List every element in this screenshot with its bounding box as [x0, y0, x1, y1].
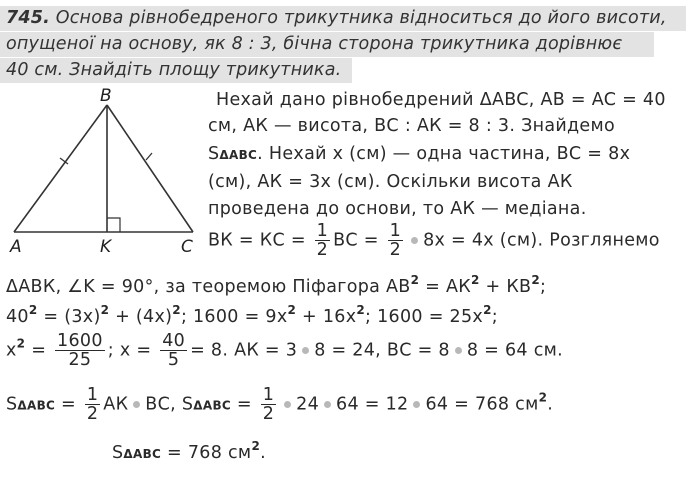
- fraction-40-5: [160, 332, 187, 369]
- multiply-dot: [455, 347, 462, 354]
- triangle-figure: [0, 84, 210, 259]
- final-answer-period: .: [260, 443, 266, 463]
- area-subscript: ΔАВС: [219, 148, 258, 162]
- line10-text-g: 64 = 768 см: [425, 394, 539, 415]
- line8-text-f: ; 1600 = 25x: [365, 307, 484, 327]
- label-c: C: [181, 237, 193, 257]
- fraction-denominator: 2: [316, 240, 329, 260]
- task-number: 745.: [6, 8, 50, 28]
- solution-line-9: [6, 332, 563, 369]
- fraction-one-half-b: [388, 222, 403, 259]
- fraction-one-half-c: [85, 386, 100, 423]
- solution-line-8: [6, 303, 498, 327]
- exponent-2: 2: [172, 303, 181, 317]
- solution-line-3-text: . Нехай х (см) — одна частина, ВС = 8x: [257, 144, 631, 164]
- exponent-2: 2: [287, 303, 297, 317]
- exponent-2: 2: [356, 303, 366, 317]
- fraction-denominator: 2: [86, 404, 99, 424]
- multiply-dot: [413, 401, 420, 408]
- solution-line-7: [6, 273, 547, 297]
- line7-text-a: ΔАВК, ∠K = 90°, за теоремою Піфагора АВ: [6, 277, 411, 297]
- task-line-2: опущеної на основу, як 8 : 3, бічна сторона трикутника дорівнює: [6, 34, 623, 54]
- line10-text-e: 24: [296, 394, 320, 415]
- final-answer-value: = 768 см: [161, 443, 252, 463]
- line6-text-c: 8x = 4x (см). Розглянемо: [423, 230, 660, 251]
- line9-text-a: x: [6, 340, 17, 361]
- multiply-dot: [133, 401, 140, 408]
- label-a: A: [10, 237, 22, 257]
- fraction-denominator: 2: [389, 240, 402, 260]
- exponent-2: 2: [531, 273, 540, 287]
- line9-text-e: 8 = 24, ВС = 8: [314, 340, 450, 361]
- fraction-denominator: 25: [68, 350, 92, 370]
- exponent-2: 2: [410, 273, 420, 287]
- fraction-one-half-a: [315, 222, 330, 259]
- task-statement: [0, 6, 695, 82]
- multiply-dot: [284, 401, 291, 408]
- line8-text-e: + 16x: [296, 307, 357, 327]
- line8-text-b: = (3x): [37, 307, 101, 327]
- area-subscript: ΔАВС: [193, 398, 231, 413]
- fraction-numerator: 1600: [57, 331, 103, 351]
- line7-text-d: ;: [540, 277, 547, 297]
- exponent-2: 2: [100, 303, 110, 317]
- multiply-dot: [411, 237, 418, 244]
- area-subscript: ΔАВС: [123, 447, 162, 461]
- multiply-dot: [302, 347, 309, 354]
- line9-text-c: ; x =: [107, 340, 152, 361]
- area-subscript: ΔАВС: [17, 398, 56, 413]
- fraction-numerator: 1: [316, 221, 329, 241]
- line9-text-f: 8 = 64 см.: [466, 340, 563, 361]
- task-text-1: Основа рівнобедреного трикутника відноситься до його висоти,: [55, 8, 667, 28]
- final-answer: [112, 439, 266, 463]
- fraction-one-half-d: [261, 386, 276, 423]
- line10-text-f: 64 = 12: [336, 394, 409, 415]
- line10-text-c: ВС, S: [145, 394, 194, 415]
- line10-text-a: =: [55, 394, 76, 415]
- task-line-1: [6, 8, 667, 28]
- line10-text-h: .: [547, 394, 554, 415]
- exponent-2: 2: [28, 303, 38, 317]
- label-b: B: [100, 86, 112, 106]
- fraction-numerator: 1: [262, 385, 275, 405]
- solution-line-10: [6, 386, 553, 423]
- multiply-dot: [324, 401, 331, 408]
- solution-line-4: (см), АК = 3x (см). Оскільки висота АК: [208, 172, 573, 192]
- fraction-numerator: 1: [86, 385, 99, 405]
- fraction-numerator: 40: [162, 331, 186, 351]
- fraction-denominator: 2: [262, 404, 275, 424]
- task-line-3: 40 см. Знайдіть площу трикутника.: [6, 60, 342, 80]
- solution-line-5: проведена до основи, то АК — медіана.: [208, 199, 587, 219]
- line9-text-d: = 8. АК = 3: [190, 340, 298, 361]
- solution-line-1: Нехай дано рівнобедрений ΔABC, AB = AC = 40: [216, 90, 666, 110]
- line6-text-b: ВС =: [333, 230, 379, 251]
- exponent-2: 2: [16, 336, 26, 351]
- line10-text-d: =: [231, 394, 252, 415]
- solution-line-3: [208, 144, 630, 164]
- solution-line-6: [208, 222, 660, 259]
- exponent-2: 2: [251, 439, 261, 453]
- line7-text-b: = АК: [419, 277, 471, 297]
- tick-mark-bc: [146, 153, 152, 160]
- area-symbol: S: [208, 144, 220, 164]
- fraction-1600-25: [55, 332, 105, 369]
- exponent-2: 2: [470, 273, 480, 287]
- line10-text-b: АК: [103, 394, 129, 415]
- label-k: K: [100, 237, 112, 257]
- line7-text-c: + КВ: [479, 277, 532, 297]
- side-ab: [14, 105, 107, 232]
- area-symbol: S: [6, 394, 18, 415]
- solution-line-2: см, АК — висота, ВС : АК = 8 : 3. Знайдемо: [208, 116, 616, 136]
- line8-text-c: + (4x): [109, 307, 173, 327]
- line8-text-d: ; 1600 = 9x: [180, 307, 288, 327]
- fraction-denominator: 5: [167, 350, 180, 370]
- line6-text-a: ВК = КС =: [208, 230, 306, 251]
- fraction-numerator: 1: [389, 221, 402, 241]
- exponent-2: 2: [538, 390, 548, 405]
- side-bc: [107, 105, 193, 232]
- line9-text-b: =: [25, 340, 47, 361]
- right-angle-mark: [107, 218, 120, 232]
- exponent-2: 2: [483, 303, 492, 317]
- line8-text-a: 40: [6, 307, 29, 327]
- line8-text-g: ;: [491, 307, 498, 327]
- area-symbol: S: [112, 443, 124, 463]
